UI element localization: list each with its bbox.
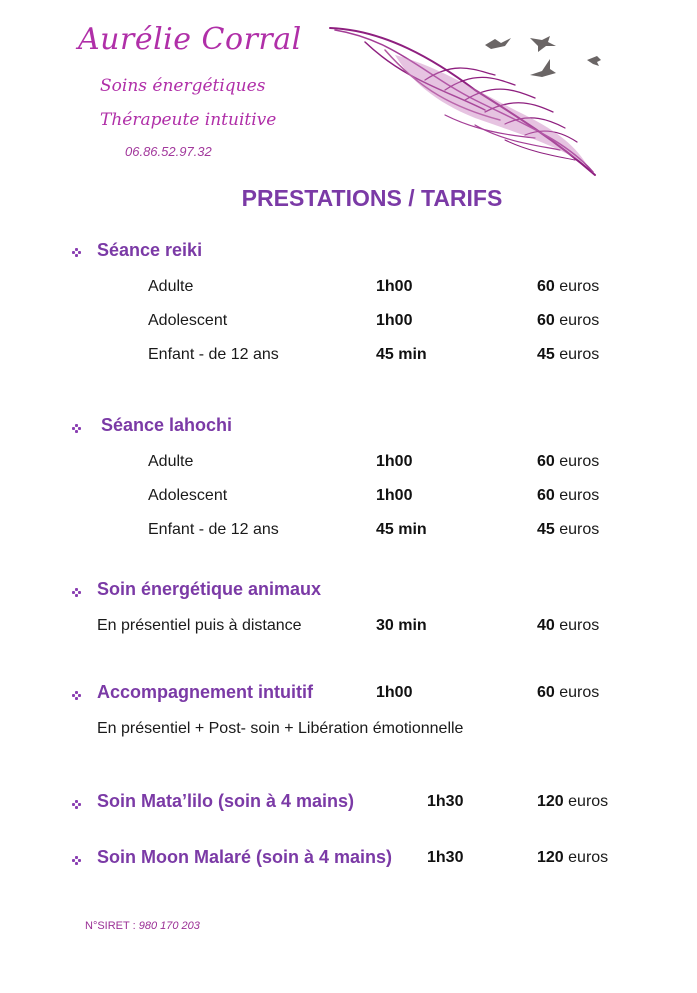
section-duration: 1h00	[376, 684, 413, 701]
row-price: 60 euros	[537, 487, 600, 504]
section-duration: 1h30	[427, 849, 464, 866]
diamond-bullet-icon	[72, 424, 80, 432]
section-title-intuitive-support: Accompagnement intuitif	[97, 682, 314, 702]
section-title-animals: Soin énergétique animaux	[97, 579, 322, 599]
brand-name: Aurélie Corral	[78, 22, 302, 57]
row-label: Adolescent	[148, 312, 228, 329]
row-label: Adolescent	[148, 487, 228, 504]
row-duration: 1h00	[376, 312, 413, 329]
section-title-reiki: Séance reiki	[97, 240, 203, 260]
row-duration: 45 min	[376, 346, 427, 363]
row-label: Adulte	[148, 278, 194, 295]
row-price: 45 euros	[537, 521, 600, 538]
row-duration: 1h00	[376, 278, 413, 295]
siret-number: N°SIRET : 980 170 203	[85, 920, 200, 932]
section-title-lahochi: Séance lahochi	[101, 415, 233, 435]
tagline-energy-care: Soins énergétiques	[100, 76, 266, 96]
row-duration: 30 min	[376, 617, 427, 634]
section-title-matalilo: Soin Mata’lilo (soin à 4 mains)	[97, 791, 355, 811]
row-duration: 45 min	[376, 521, 427, 538]
diamond-bullet-icon	[72, 856, 80, 864]
row-price: 40 euros	[537, 617, 600, 634]
phone-number: 06.86.52.97.32	[125, 144, 212, 159]
diamond-bullet-icon	[72, 588, 80, 596]
row-price: 45 euros	[537, 346, 600, 363]
row-price: 60 euros	[537, 278, 600, 295]
page-title: PRESTATIONS / TARIFS	[241, 185, 503, 211]
row-price: 60 euros	[537, 312, 600, 329]
section-price: 120 euros	[537, 849, 609, 866]
section-duration: 1h30	[427, 793, 464, 810]
diamond-bullet-icon	[72, 800, 80, 808]
feather-with-birds-icon	[325, 20, 615, 180]
row-price: 60 euros	[537, 453, 600, 470]
row-duration: 1h00	[376, 453, 413, 470]
diamond-bullet-icon	[72, 691, 80, 699]
section-title-moon-malare: Soin Moon Malaré (soin à 4 mains)	[97, 847, 393, 867]
section-note: En présentiel + Post- soin + Libération émotionnelle	[97, 720, 464, 737]
row-label: Enfant - de 12 ans	[148, 521, 279, 538]
diamond-bullet-icon	[72, 248, 80, 256]
row-label: En présentiel puis à distance	[97, 617, 302, 634]
section-price: 60 euros	[537, 684, 600, 701]
row-label: Adulte	[148, 453, 194, 470]
row-duration: 1h00	[376, 487, 413, 504]
row-label: Enfant - de 12 ans	[148, 346, 279, 363]
section-price: 120 euros	[537, 793, 609, 810]
tagline-therapist: Thérapeute intuitive	[100, 110, 277, 130]
